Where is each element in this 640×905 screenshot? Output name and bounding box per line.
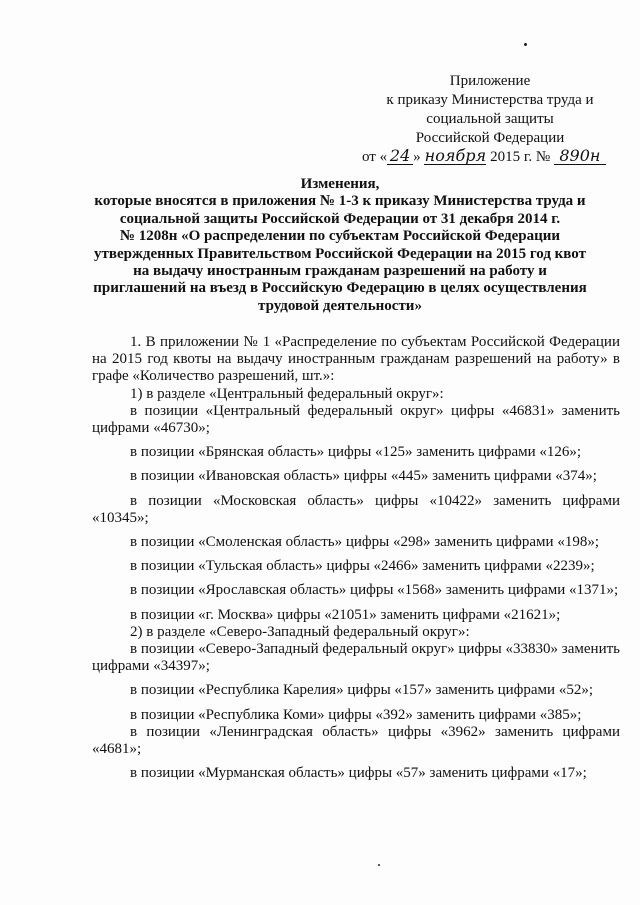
title-line: которые вносятся в приложения № 1-3 к приказу Министерства труда и: [94, 193, 586, 210]
appendix-header: [360, 72, 620, 148]
body-paragraph: в позиции «Московская область» цифры «10422» заменить цифрами «10345»;: [92, 492, 620, 526]
title-line: утвержденных Правительством Российской Федерации на 2015 год квот: [94, 245, 586, 262]
title-line: социальной защиты Российской Федерации от 31 декабря 2014 г.: [119, 210, 561, 227]
title-line: Изменения,: [300, 176, 380, 192]
body-paragraph: 1. В приложении № 1 «Распределение по субъектам Российской Федерации на 2015 год квоты на выдачу иностранным гражданам разрешений на работу» в графе «Количество разрешений, шт.»:: [92, 334, 620, 385]
date-close-quote: »: [413, 149, 421, 165]
header-line: Приложение: [449, 73, 531, 89]
date-year: 2015 г. №: [490, 149, 551, 165]
body-paragraph: 1) в разделе «Центральный федеральный округ»:: [130, 385, 444, 402]
order-date-line: [362, 148, 622, 167]
body-paragraph: в позиции «Смоленская область» цифры «298» заменить цифрами «198»;: [130, 534, 599, 551]
body-paragraph: в позиции «Центральный федеральный округ» цифры «46831» заменить цифрами «46730»;: [92, 402, 620, 437]
scan-speck: [524, 43, 527, 46]
order-number-handwritten: 890н: [554, 148, 606, 165]
body-paragraph: в позиции «Тульская область» цифры «2466» заменить цифрами «2239»;: [130, 558, 595, 575]
body-paragraph: в позиции «Республика Коми» цифры «392» заменить цифрами «385»;: [130, 706, 582, 723]
date-prefix: от «: [362, 149, 388, 165]
header-line: к приказу Министерства труда и: [386, 92, 594, 108]
title-line: на выдачу иностранным гражданам разрешений на работу и: [133, 263, 547, 280]
body-paragraph: в позиции «Мурманская область» цифры «57» заменить цифрами «17»;: [130, 765, 587, 782]
body-paragraph: в позиции «г. Москва» цифры «21051» заменить цифрами «21621»;: [130, 606, 561, 623]
title-line: № 1208н «О распределении по субъектам Российской Федерации: [119, 228, 561, 245]
body-paragraph: в позиции «Северо-Западный федеральный округ» цифры «33830» заменить цифрами «34397»;: [92, 641, 620, 675]
document-body: [92, 334, 620, 782]
date-month-handwritten: ноября: [424, 146, 487, 165]
header-line: Российской Федерации: [415, 130, 565, 146]
body-paragraph: 2) в разделе «Северо-Западный федеральный округ»:: [130, 623, 470, 640]
body-paragraph: в позиции «Ярославская область» цифры «1568» заменить цифрами «1371»;: [130, 582, 619, 599]
document-title: [60, 176, 620, 315]
title-line: трудовой деятельности»: [258, 297, 422, 314]
body-paragraph: в позиции «Ленинградская область» цифры «3962» заменить цифрами «4681»;: [92, 723, 620, 758]
date-day-handwritten: 24: [387, 148, 413, 165]
scan-speck: [378, 864, 380, 866]
body-paragraph: в позиции «Брянская область» цифры «125» заменить цифрами «126»;: [130, 444, 582, 461]
body-paragraph: в позиции «Республика Карелия» цифры «157» заменить цифрами «52»;: [130, 682, 593, 699]
body-paragraph: в позиции «Ивановская область» цифры «445» заменить цифрами «374»;: [130, 468, 597, 485]
title-line: приглашений на въезд в Российскую Федерацию в целях осуществления: [93, 280, 587, 297]
header-line: социальной защиты: [426, 111, 554, 127]
